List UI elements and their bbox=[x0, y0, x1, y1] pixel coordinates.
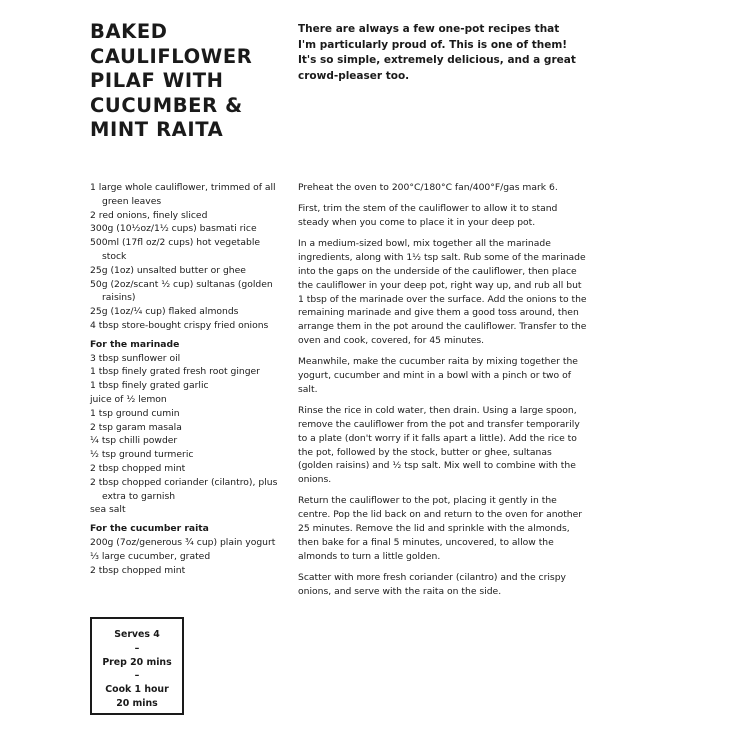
ingredient-item: ½ tsp ground turmeric bbox=[90, 449, 194, 461]
ingredient-item: 2 tsp garam masala bbox=[90, 421, 182, 433]
method-step: Meanwhile, make the cucumber raita by mixing together the yogurt, cucumber and mint in a bowl with a pinch or two of salt. bbox=[298, 356, 578, 395]
method-step: First, trim the stem of the cauliflower to allow it to stand steady when you come to place it in your deep pot. bbox=[298, 203, 558, 229]
ingredient-item: 2 tbsp chopped coriander (cilantro), plus extra to garnish bbox=[90, 476, 278, 502]
ingredient-item: 4 tbsp store-bought crispy fried onions bbox=[90, 319, 269, 331]
ingredient-item: 1 large whole cauliflower, trimmed of all green leaves bbox=[90, 182, 276, 207]
ingredient-item: 25g (1oz/¼ cup) flaked almonds bbox=[90, 306, 239, 318]
method-step: Rinse the rice in cold water, then drain. Using a large spoon, remove the cauliflower from the pot and transfer temporarily to a plate (don't worry if it falls apart a little). Add the rice to the pot, followed by the stock, butter or ghee, sultanas (golden raisins) and ½ tsp salt. Mix well to combine with the onions. bbox=[298, 405, 580, 486]
raita-heading: For the cucumber raita bbox=[90, 523, 209, 535]
ingredient-item: 25g (1oz) unsalted butter or ghee bbox=[90, 264, 246, 276]
cook-time: Cook 1 hour bbox=[105, 684, 169, 696]
method-steps bbox=[298, 181, 588, 606]
ingredient-item: 2 tbsp chopped mint bbox=[90, 564, 186, 576]
marinade-heading: For the marinade bbox=[90, 338, 180, 350]
divider-dash: – bbox=[134, 670, 140, 682]
ingredient-item: 1 tbsp finely grated fresh root ginger bbox=[90, 366, 260, 378]
marinade-ingredients bbox=[90, 352, 285, 518]
method-step: Preheat the oven to 200°C/180°C fan/400°F/gas mark 6. bbox=[298, 182, 558, 193]
ingredients-list bbox=[90, 181, 285, 577]
serves-text: Serves 4 bbox=[114, 629, 160, 640]
ingredient-item: 500ml (17fl oz/2 cups) hot vegetable stock bbox=[90, 237, 261, 262]
method-step: In a medium-sized bowl, mix together all the marinade ingredients, along with 1½ tsp salt. Rub some of the marinade into the gaps on the underside of the cauliflower, then place the cauliflower in your deep pot, right way up, and rub all but 1 tbsp of the marinade over the surface. Add the onions to the remaining marinade and give them a good toss around, then arrange them in the pot around the cauliflower. Transfer to the oven and cook, covered, for 45 minutes. bbox=[298, 238, 587, 346]
ingredient-item: sea salt bbox=[90, 504, 126, 516]
raita-ingredients bbox=[90, 536, 285, 577]
ingredient-item: 3 tbsp sunflower oil bbox=[90, 352, 181, 364]
ingredient-item: 2 tbsp chopped mint bbox=[90, 462, 186, 474]
ingredient-item: juice of ½ lemon bbox=[90, 393, 167, 405]
method-step: Scatter with more fresh coriander (cilantro) and the crispy onions, and serve with the raita on the side. bbox=[298, 571, 566, 597]
method-step: Return the cauliflower to the pot, placing it gently in the centre. Pop the lid back on and return to the oven for another 25 minutes. Remove the lid and sprinkle with the almonds, then bake for a final 5 minutes, uncovered, to allow the almonds to turn a little golden. bbox=[298, 495, 583, 562]
main-ingredients bbox=[90, 181, 285, 333]
ingredient-item: 300g (10½oz/1½ cups) basmati rice bbox=[90, 223, 257, 235]
recipe-title: BAKED CAULIFLOWER PILAF WITH CUCUMBER & MINT RAITA bbox=[90, 20, 253, 141]
ingredient-item: 1 tbsp finely grated garlic bbox=[90, 380, 209, 392]
ingredient-item: 2 red onions, finely sliced bbox=[90, 209, 208, 221]
ingredient-item: ⅓ large cucumber, grated bbox=[90, 550, 211, 562]
prep-time: Prep 20 mins bbox=[102, 656, 172, 668]
ingredient-item: ¼ tsp chilli powder bbox=[90, 435, 178, 447]
cook-time-continued: 20 mins bbox=[116, 697, 158, 709]
ingredient-item: 200g (7oz/generous ¾ cup) plain yogurt bbox=[90, 536, 276, 548]
ingredient-item: 1 tsp ground cumin bbox=[90, 407, 180, 419]
recipe-info-box bbox=[90, 617, 184, 715]
recipe-intro: There are always a few one-pot recipes that I'm particularly proud of. This is one of them! It's so simple, extremely delicious, and a great crowd-pleaser too. bbox=[298, 23, 576, 82]
ingredient-item: 50g (2oz/scant ½ cup) sultanas (golden raisins) bbox=[90, 278, 273, 304]
divider-dash: – bbox=[134, 642, 140, 654]
